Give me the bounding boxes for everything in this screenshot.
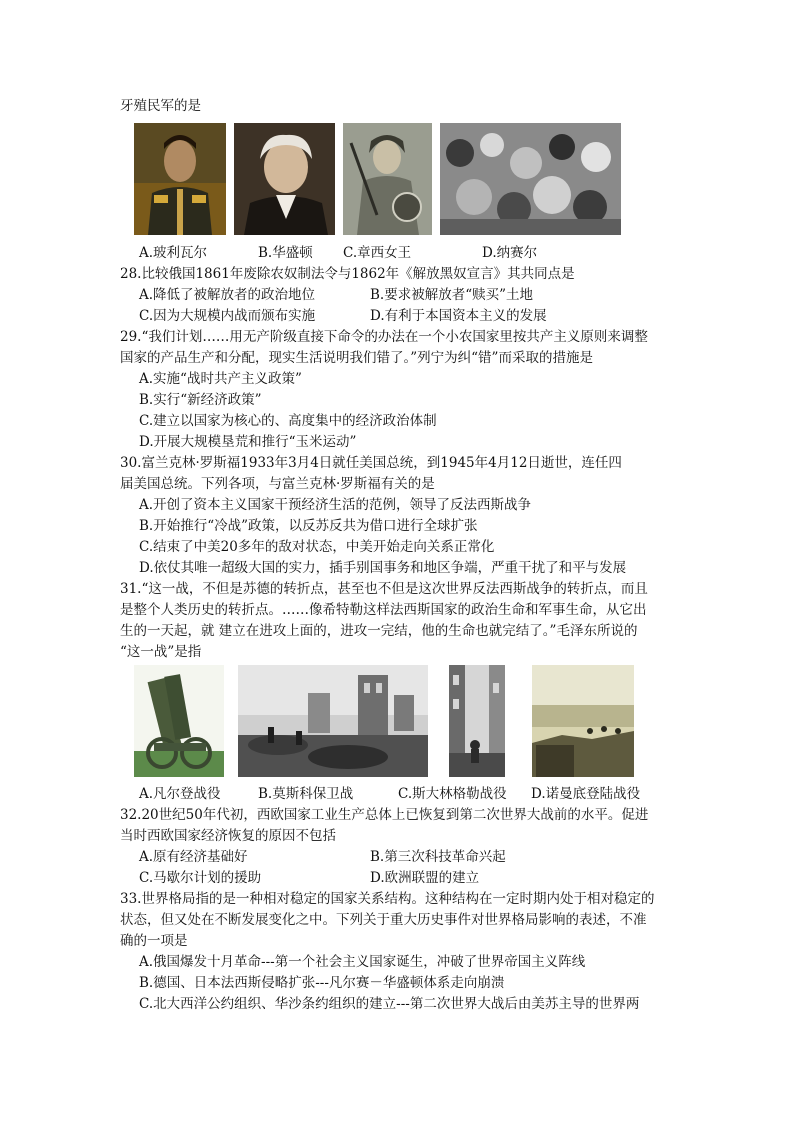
q31-option-b[interactable]: B.莫斯科保卫战 [258, 786, 354, 802]
q31-option-a[interactable]: A.凡尔登战役 [139, 786, 221, 802]
q32-option-d[interactable]: D.欧洲联盟的建立 [370, 870, 480, 886]
portrait-washington-icon [234, 123, 335, 235]
q31-stem-line-4: “这一战”是指 [120, 644, 202, 660]
street-battle-photo-icon [449, 665, 505, 777]
q28-option-d[interactable]: D.有利于本国资本主义的发展 [370, 308, 547, 324]
q32-option-a[interactable]: A.原有经济基础好 [139, 849, 248, 865]
q28-option-b[interactable]: B.要求被解放者“赎买”土地 [370, 287, 534, 303]
q29-option-d[interactable]: D.开展大规模垦荒和推行“玉米运动” [139, 434, 357, 450]
q31-stem-line-3: 生的一天起，就 建立在进攻上面的，进攻一完结，他的生命也就完结了。”毛泽东所说的 [120, 623, 638, 639]
q32-stem-line-1: 32.20世纪50年代初，西欧国家工业生产总体上已恢复到第二次世界大战前的水平。促进 [120, 807, 649, 823]
q28-option-c[interactable]: C.因为大规模内战而颁布实施 [139, 308, 316, 324]
q32-option-c[interactable]: C.马歇尔计划的援助 [139, 870, 262, 886]
cannon-photo-icon [134, 665, 224, 777]
q27-option-a[interactable]: A.玻利瓦尔 [139, 245, 208, 261]
crowd-photo-icon [440, 123, 621, 235]
q30-option-a[interactable]: A.开创了资本主义国家干预经济生活的范例，领导了反法西斯战争 [139, 497, 532, 513]
q31-stem-line-2: 是整个人类历史的转折点。……像希特勒这样法西斯国家的政治生命和军事生命，从它出 [120, 602, 647, 618]
q31-option-d[interactable]: D.诺曼底登陆战役 [531, 786, 641, 802]
portrait-rani-icon [343, 123, 432, 235]
q27-option-c[interactable]: C.章西女王 [343, 245, 412, 261]
q33-stem-line-1: 33.世界格局指的是一种相对稳定的国家关系结构。这种结构在一定时期内处于相对稳定的 [120, 891, 655, 907]
q30-stem-line-2: 届美国总统。下列各项，与富兰克林·罗斯福有关的是 [120, 476, 435, 492]
q30-option-c[interactable]: C.结束了中美20多年的敌对状态，中美开始走向关系正常化 [139, 539, 495, 555]
portrait-bolivar-icon [134, 123, 226, 235]
q27-option-d[interactable]: D.纳赛尔 [482, 245, 538, 261]
q33-stem-line-2: 状态，但又处在不断发展变化之中。下列关于重大历史事件对世界格局影响的表述，不准 [120, 912, 647, 928]
q31-option-c[interactable]: C.斯大林格勒战役 [398, 786, 507, 802]
q33-option-b[interactable]: B.德国、日本法西斯侵略扩张---凡尔赛－华盛顿体系走向崩溃 [139, 975, 505, 991]
q32-stem-line-2: 当时西欧国家经济恢复的原因不包括 [120, 828, 336, 844]
q33-option-a[interactable]: A.俄国爆发十月革命---第一个社会主义国家诞生，冲破了世界帝国主义阵线 [139, 954, 586, 970]
q33-stem-line-3: 确的一项是 [120, 933, 188, 949]
q29-stem-line-1: 29.“我们计划……用无产阶级直接下命令的办法在一个小农国家里按共产主义原则来调整 [120, 329, 648, 345]
q28-option-a[interactable]: A.降低了被解放者的政治地位 [139, 287, 316, 303]
q30-option-d[interactable]: D.依仗其唯一超级大国的实力，插手别国事务和地区争端，严重干扰了和平与发展 [139, 560, 627, 576]
beach-landing-photo-icon [532, 665, 634, 777]
q32-option-b[interactable]: B.第三次科技革命兴起 [370, 849, 506, 865]
q29-option-b[interactable]: B.实行“新经济政策” [139, 392, 262, 408]
q28-stem: 28.比较俄国1861年废除农奴制法令与1862年《解放黑奴宣言》其共同点是 [120, 266, 575, 282]
q29-option-c[interactable]: C.建立以国家为核心的、高度集中的经济政治体制 [139, 413, 437, 429]
q30-stem-line-1: 30.富兰克林·罗斯福1933年3月4日就任美国总统，到1945年4月12日逝世，连任四 [120, 455, 622, 471]
q31-stem-line-1: 31.“这一战，不但是苏德的转折点，甚至也不但是这次世界反法西斯战争的转折点，而且 [120, 581, 648, 597]
q27-option-b[interactable]: B.华盛顿 [258, 245, 313, 261]
ruined-city-photo-icon [238, 665, 428, 777]
q30-option-b[interactable]: B.开始推行“冷战”政策，以反苏反共为借口进行全球扩张 [139, 518, 478, 534]
q29-option-a[interactable]: A.实施“战时共产主义政策” [139, 371, 302, 387]
q33-option-c[interactable]: C.北大西洋公约组织、华沙条约组织的建立---第二次世界大战后由美苏主导的世界两 [139, 996, 640, 1012]
q29-stem-line-2: 国家的产品生产和分配，现实生活说明我们错了。”列宁为纠“错”而采取的措施是 [120, 350, 593, 366]
question-fragment: 牙殖民军的是 [120, 98, 201, 114]
